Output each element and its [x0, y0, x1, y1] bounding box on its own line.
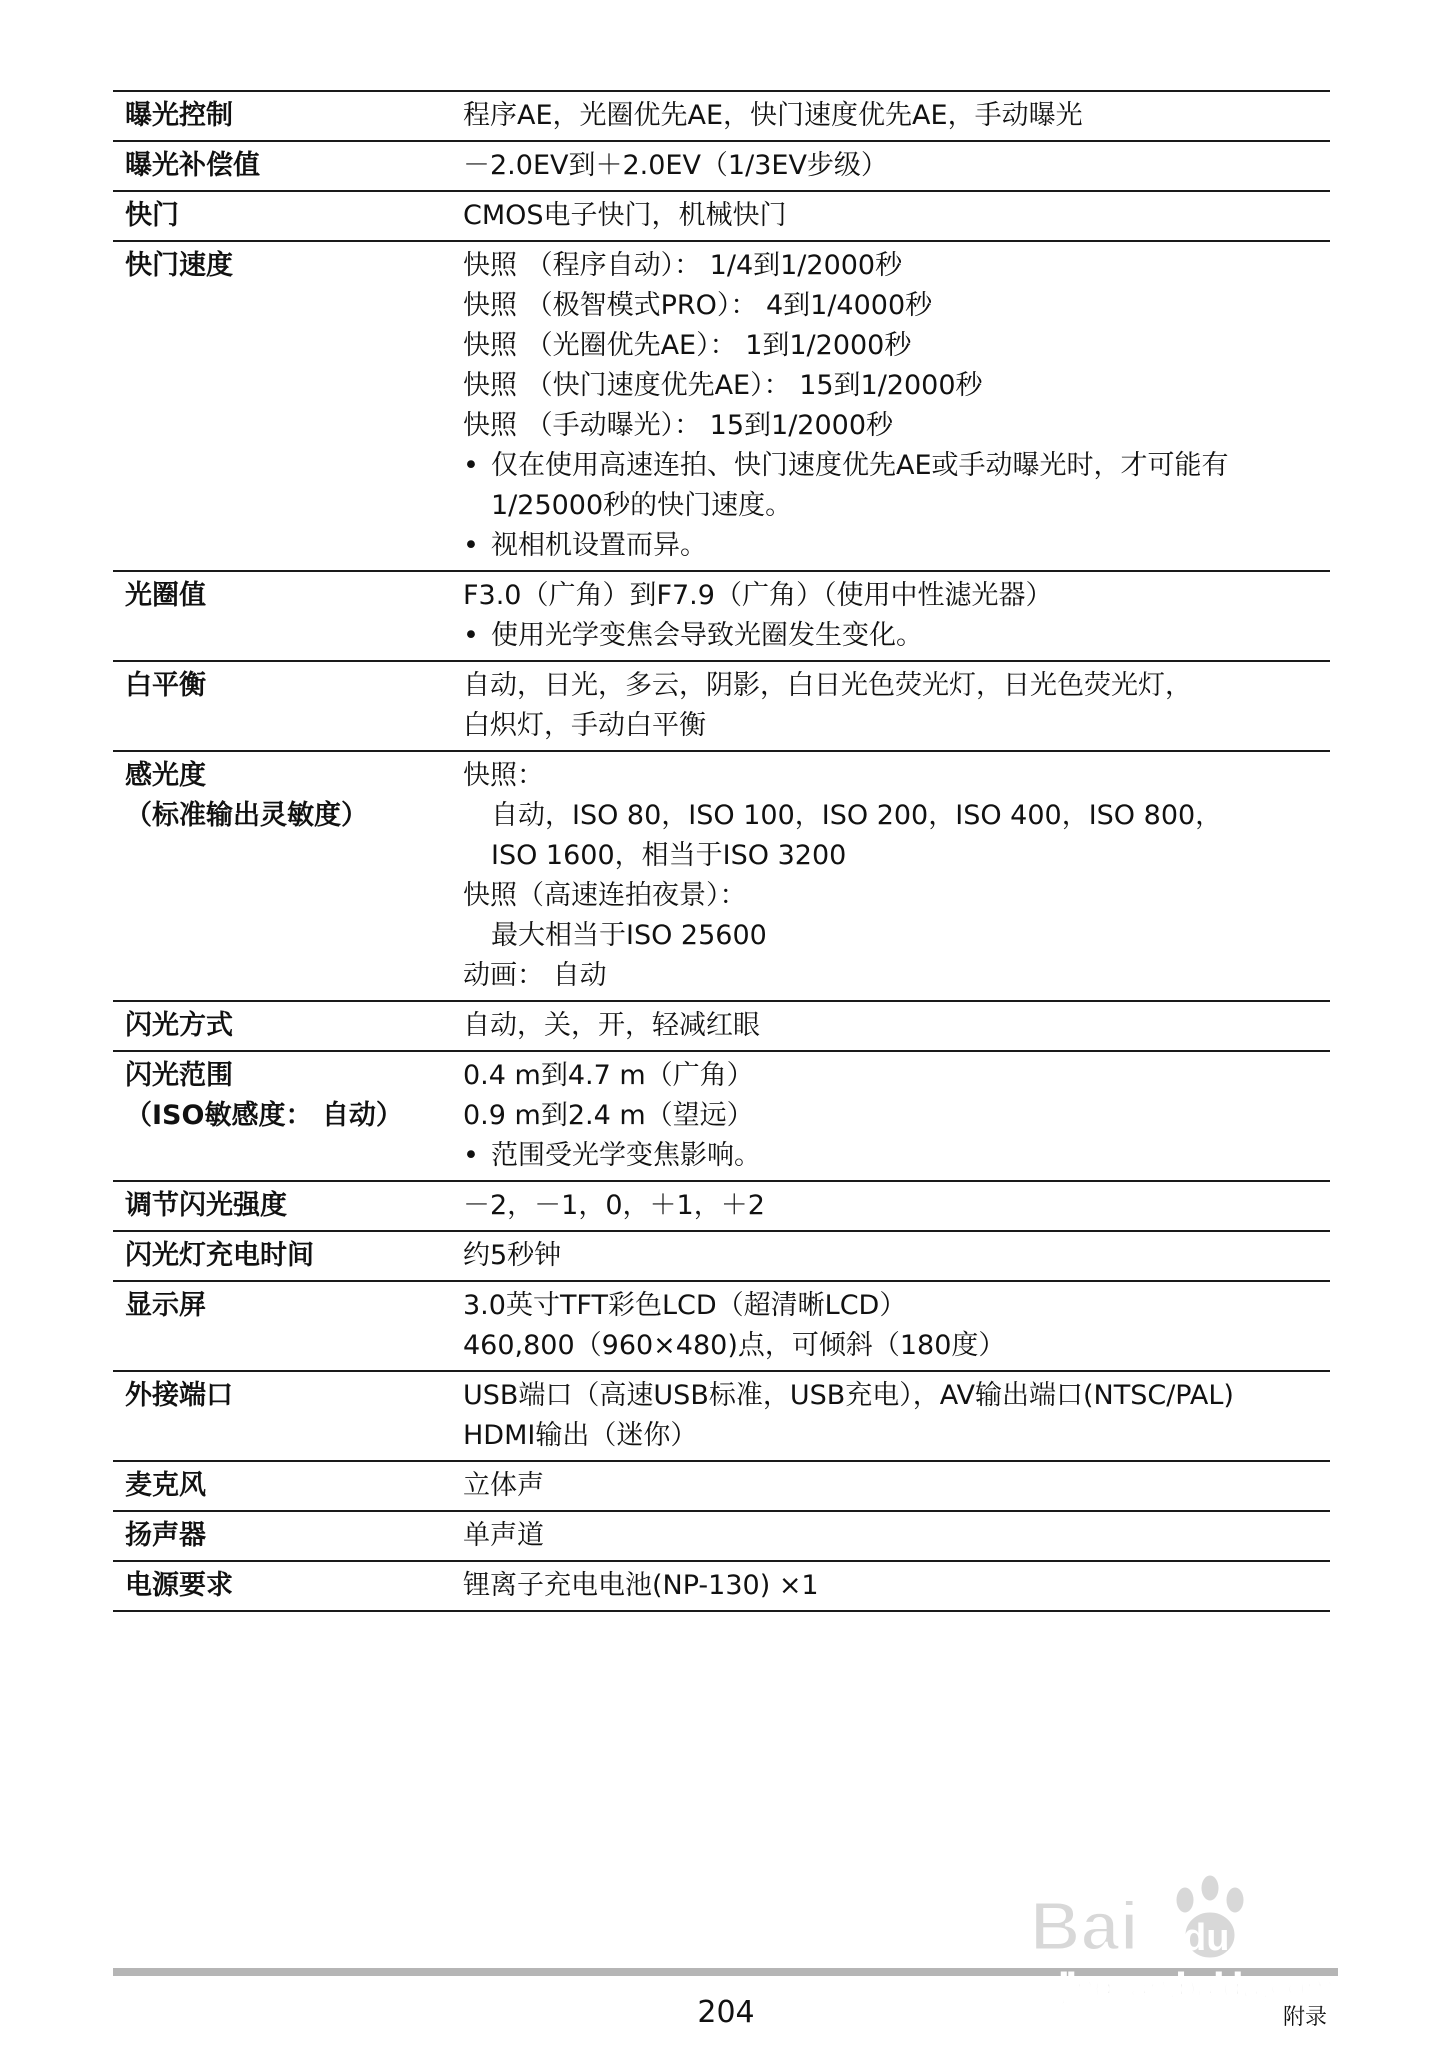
- spec-label-line: 感光度: [125, 760, 206, 791]
- spec-bullet-line: [463, 616, 1330, 656]
- watermark-brand-tail: du: [1183, 1917, 1230, 1959]
- spec-label-line: 闪光范围: [125, 1060, 233, 1091]
- spec-label-line: 电源要求: [125, 1570, 233, 1601]
- spec-row: [113, 571, 1330, 661]
- spec-body: [113, 91, 1330, 1611]
- spec-value: [455, 1181, 1330, 1231]
- spec-row: [113, 661, 1330, 751]
- spec-label-line: 闪光方式: [125, 1010, 233, 1041]
- spec-value-line: －2，－1，0，＋1，＋2: [463, 1190, 765, 1221]
- spec-value: [455, 191, 1330, 241]
- spec-label-line: （标准输出灵敏度）: [125, 800, 368, 831]
- spec-row: [113, 1371, 1330, 1461]
- bullet-icon: •: [463, 530, 479, 561]
- spec-value: [455, 1281, 1330, 1371]
- spec-value-line: ISO 1600，相当于ISO 3200: [491, 840, 847, 871]
- spec-row: [113, 1001, 1330, 1051]
- spec-value-line: 最大相当于ISO 25600: [491, 920, 767, 951]
- spec-row: [113, 1461, 1330, 1511]
- spec-value-line: 单声道: [463, 1520, 544, 1551]
- spec-value-line: －2.0EV到＋2.0EV（1/3EV步级）: [463, 150, 888, 181]
- spec-value: [455, 661, 1330, 751]
- spec-row: [113, 1181, 1330, 1231]
- spec-bullet-text: 范围受光学变焦影响。: [491, 1140, 761, 1171]
- spec-row: [113, 1231, 1330, 1281]
- spec-value-line: 立体声: [463, 1470, 544, 1501]
- spec-table: [113, 90, 1330, 1612]
- spec-label: [113, 191, 455, 241]
- spec-value: [455, 1051, 1330, 1181]
- spec-value-line: 460,800（960×480)点，可倾斜（180度）: [463, 1330, 1006, 1361]
- bullet-icon: •: [463, 450, 479, 481]
- spec-value-line: 白炽灯，手动白平衡: [463, 710, 706, 741]
- spec-label: [113, 571, 455, 661]
- spec-label-line: 显示屏: [125, 1290, 206, 1321]
- spec-label: [113, 751, 455, 1001]
- spec-value-line: 快照 （极智模式PRO）： 4到1/4000秒: [463, 290, 933, 321]
- spec-value-line: 快照：: [463, 760, 544, 791]
- spec-label: [113, 1371, 455, 1461]
- spec-label: [113, 1231, 455, 1281]
- spec-value-line: 快照 （程序自动）： 1/4到1/2000秒: [463, 250, 903, 281]
- spec-label: [113, 1281, 455, 1371]
- spec-label-line: 麦克风: [125, 1470, 206, 1501]
- spec-bullet-text: 使用光学变焦会导致光圈发生变化。: [491, 620, 923, 651]
- spec-bullet-text: 视相机设置而异。: [491, 530, 707, 561]
- section-label: 附录: [1283, 2005, 1328, 2030]
- bullet-icon: •: [463, 1140, 479, 1171]
- spec-label-line: 闪光灯充电时间: [125, 1240, 314, 1271]
- spec-row: [113, 1511, 1330, 1561]
- spec-value: [455, 571, 1330, 661]
- spec-value-line: 快照 （手动曝光）： 15到1/2000秒: [463, 410, 894, 441]
- spec-row: [113, 241, 1330, 571]
- spec-value-line: CMOS电子快门，机械快门: [463, 200, 787, 231]
- spec-bullet-line: [463, 446, 1330, 486]
- spec-bullet-line: [463, 526, 1330, 566]
- spec-value-line: HDMI输出（迷你）: [463, 1420, 698, 1451]
- spec-value: [455, 1511, 1330, 1561]
- spec-row: [113, 751, 1330, 1001]
- spec-value-line: 快照 （快门速度优先AE）： 15到1/2000秒: [463, 370, 983, 401]
- spec-label: [113, 661, 455, 751]
- spec-value-line: 动画： 自动: [463, 960, 607, 991]
- spec-label: [113, 91, 455, 141]
- spec-value-line: 快照（高速连拍夜景）：: [463, 880, 747, 911]
- spec-label-line: 调节闪光强度: [125, 1190, 287, 1221]
- spec-label-line: 快门: [125, 200, 179, 231]
- baidu-watermark-logo: [1030, 1850, 1360, 2010]
- spec-value: [455, 1231, 1330, 1281]
- spec-bullet-text: 仅在使用高速连拍、快门速度优先AE或手动曝光时，才可能有: [491, 450, 1229, 481]
- spec-row: [113, 1561, 1330, 1611]
- spec-value: [455, 241, 1330, 571]
- spec-row: [113, 91, 1330, 141]
- spec-label: [113, 1001, 455, 1051]
- spec-label: [113, 1051, 455, 1181]
- spec-label-line: 白平衡: [125, 670, 206, 701]
- spec-label-line: 快门速度: [125, 250, 233, 281]
- bullet-icon: •: [463, 620, 479, 651]
- spec-row: [113, 1051, 1330, 1181]
- spec-label-line: 曝光控制: [125, 100, 233, 131]
- spec-value-line: 程序AE，光圈优先AE，快门速度优先AE，手动曝光: [463, 100, 1083, 131]
- spec-value-line: USB端口（高速USB标准，USB充电），AV输出端口(NTSC/PAL): [463, 1380, 1234, 1411]
- spec-label-line: 光圈值: [125, 580, 206, 611]
- spec-row: [113, 1281, 1330, 1371]
- spec-value-line: 自动，关，开，轻减红眼: [463, 1010, 760, 1041]
- watermark-url: jingyan.baidu.com: [1060, 1968, 1335, 2006]
- spec-value: [455, 1001, 1330, 1051]
- watermark-brand: Bai: [1030, 1887, 1139, 1965]
- spec-value-line: 1/25000秒的快门速度。: [491, 490, 793, 521]
- spec-value-line: 0.9 m到2.4 m（望远）: [463, 1100, 754, 1131]
- spec-label-line: （ISO敏感度： 自动）: [125, 1100, 403, 1131]
- spec-value: [455, 1371, 1330, 1461]
- spec-row: [113, 191, 1330, 241]
- spec-value-line: 自动，ISO 80，ISO 100，ISO 200，ISO 400，ISO 800，: [491, 800, 1223, 831]
- spec-label: [113, 241, 455, 571]
- spec-value-line: 自动，日光，多云，阴影，白日光色荧光灯，日光色荧光灯，: [463, 670, 1192, 701]
- spec-label-line: 外接端口: [125, 1380, 233, 1411]
- spec-label-line: 扬声器: [125, 1520, 206, 1551]
- spec-value: [455, 751, 1330, 1001]
- spec-label: [113, 1511, 455, 1561]
- spec-value-line: 快照 （光圈优先AE）： 1到1/2000秒: [463, 330, 912, 361]
- spec-value-line: 3.0英寸TFT彩色LCD（超清晰LCD）: [463, 1290, 907, 1321]
- page-number: 204: [697, 1995, 755, 2030]
- spec-label: [113, 1561, 455, 1611]
- spec-value: [455, 91, 1330, 141]
- spec-value-line: 0.4 m到4.7 m（广角）: [463, 1060, 754, 1091]
- spec-value: [455, 141, 1330, 191]
- spec-row: [113, 141, 1330, 191]
- spec-label-line: 曝光补偿值: [125, 150, 260, 181]
- spec-label: [113, 141, 455, 191]
- watermark-cn: 经验: [1248, 1899, 1360, 1962]
- spec-value-line: 锂离子充电电池(NP-130) ×1: [463, 1570, 819, 1601]
- spec-label: [113, 1461, 455, 1511]
- spec-label: [113, 1181, 455, 1231]
- spec-value-line: F3.0（广角）到F7.9（广角）（使用中性滤光器）: [463, 580, 1053, 611]
- spec-value: [455, 1561, 1330, 1611]
- spec-value: [455, 1461, 1330, 1511]
- spec-bullet-line: [463, 1136, 1330, 1176]
- spec-value-line: 约5秒钟: [463, 1240, 562, 1271]
